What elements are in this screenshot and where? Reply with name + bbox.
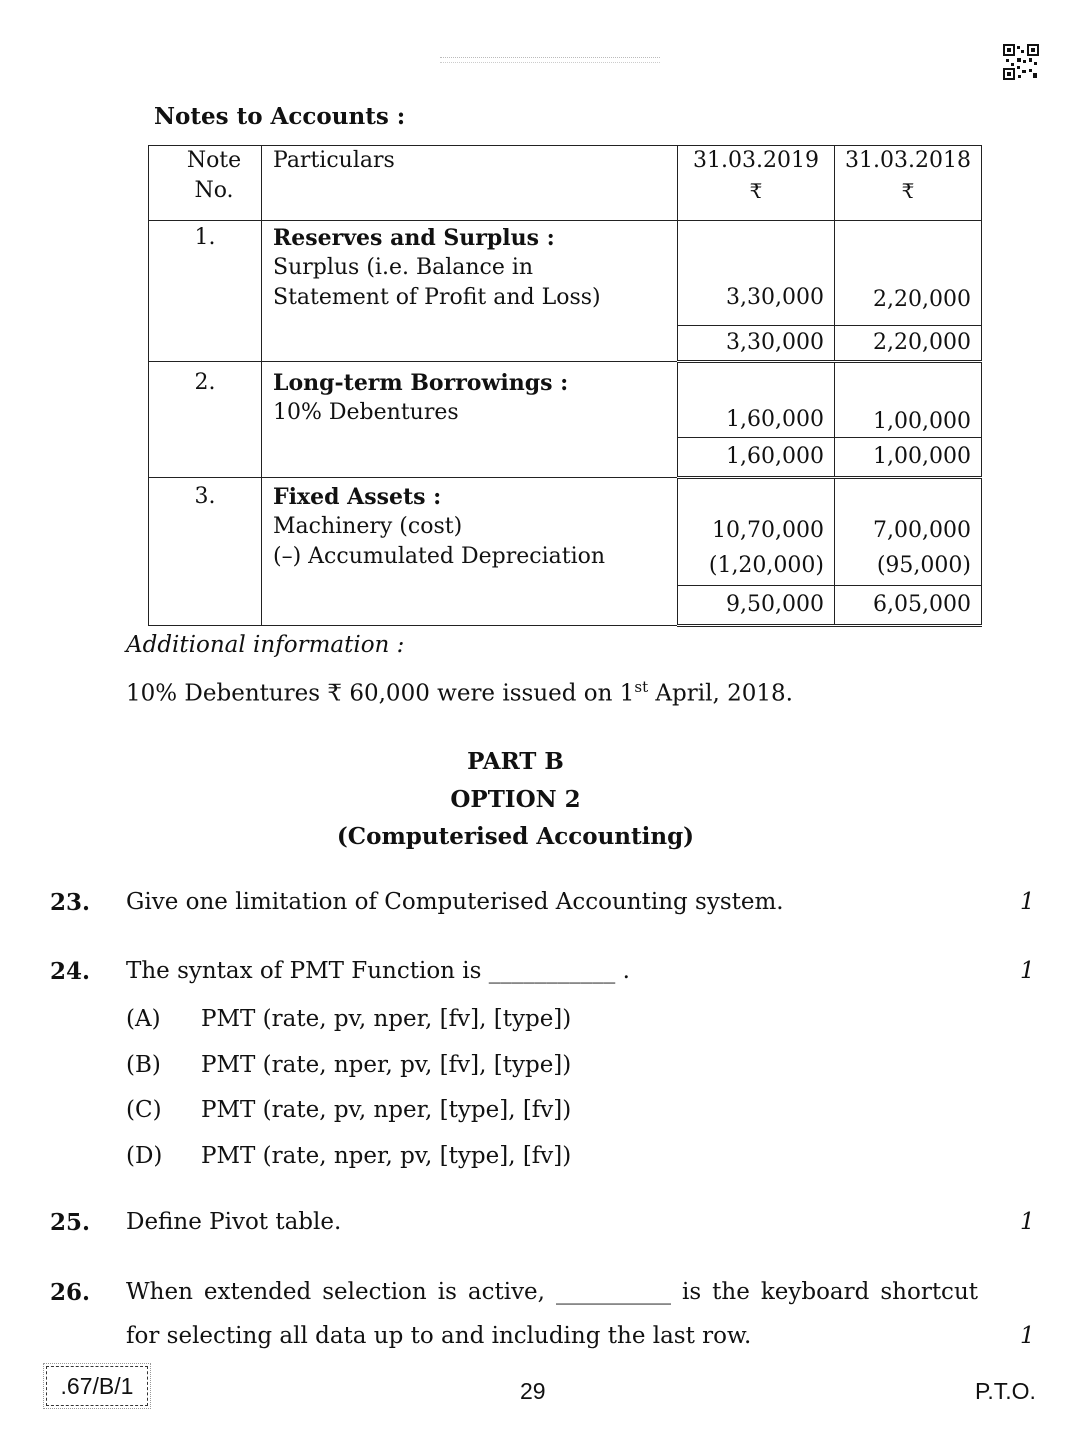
amount-value: 10,70,000: [712, 518, 824, 543]
amount-value: 1,60,000: [726, 407, 824, 432]
note-line: Statement of Profit and Loss): [273, 285, 601, 310]
table-row: [149, 362, 982, 438]
additional-info-label: Additional information :: [126, 632, 405, 658]
option-c: [126, 1097, 571, 1123]
note-heading: Long-term Borrowings :: [273, 370, 569, 396]
amount-2019: [678, 362, 835, 438]
option-label: (B): [126, 1052, 161, 1078]
section-subtitle: (Computerised Accounting): [336, 823, 695, 850]
total-2019: 9,50,000: [678, 586, 835, 626]
rupee-symbol: ₹: [749, 179, 763, 203]
question-number: 26.: [50, 1279, 91, 1306]
note-number: 2.: [149, 362, 262, 478]
total-2018: 1,00,000: [835, 438, 982, 478]
additional-text-start: 10% Debentures ₹ 60,000 were issued on 1: [126, 680, 635, 707]
header-watermark-line: [440, 57, 660, 63]
question-text: Define Pivot table.: [126, 1209, 342, 1235]
option-text: PMT (rate, nper, pv, [type], [fv]): [201, 1143, 572, 1169]
amount-value: 1,00,000: [873, 409, 971, 434]
question-text-line-1: When extended selection is active, __________ is the keyboard shortcut: [126, 1279, 978, 1305]
option-text: PMT (rate, nper, pv, [fv], [type]): [201, 1052, 572, 1078]
option-a: [126, 1006, 571, 1032]
table-row: [149, 221, 982, 326]
header-note-no: Note No.: [149, 146, 262, 221]
question-marks: 1: [1020, 1209, 1035, 1235]
option-label: (D): [126, 1143, 163, 1169]
notes-title: Notes to Accounts :: [154, 103, 406, 130]
header-year-2019: [678, 146, 835, 221]
question-marks: 1: [1020, 958, 1035, 984]
option-label: (A): [126, 1006, 161, 1032]
amount-value: 3,30,000: [726, 285, 824, 310]
table-header-row: [149, 146, 982, 221]
header-particulars: Particulars: [262, 146, 678, 221]
additional-info-text: [126, 678, 793, 707]
amount-value: (1,20,000): [708, 553, 824, 578]
note-particulars: [262, 478, 678, 626]
option-text: PMT (rate, pv, nper, [type], [fv]): [201, 1097, 572, 1123]
total-2019: 3,30,000: [678, 326, 835, 362]
question-number: 25.: [50, 1209, 91, 1236]
paper-code: .67/B/1: [46, 1366, 148, 1406]
note-particulars: [262, 221, 678, 362]
additional-text-end: April, 2018.: [648, 680, 793, 707]
option-b: [126, 1052, 571, 1078]
total-2018: 6,05,000: [835, 586, 982, 626]
amount-2018: [835, 362, 982, 438]
table-row: [149, 478, 982, 586]
option-label: (C): [126, 1097, 162, 1123]
note-number: 3.: [149, 478, 262, 626]
additional-text-superscript: st: [634, 678, 649, 696]
note-heading: Reserves and Surplus :: [273, 225, 555, 251]
amount-2019: [678, 221, 835, 326]
question-text: The syntax of PMT Function is ___________ .: [126, 958, 630, 984]
header-year-2019-label: 31.03.2019: [693, 148, 819, 173]
option-text: PMT (rate, pv, nper, [fv], [type]): [201, 1006, 572, 1032]
amount-2019: [678, 478, 835, 586]
please-turn-over: P.T.O.: [975, 1378, 1036, 1404]
amount-value: 7,00,000: [873, 518, 971, 543]
note-line: 10% Debentures: [273, 400, 459, 425]
note-particulars: [262, 362, 678, 478]
amount-value: (95,000): [876, 553, 971, 578]
amount-2018: [835, 221, 982, 326]
option-d: [126, 1143, 571, 1169]
question-marks: 1: [1020, 889, 1035, 915]
option-heading: OPTION 2: [450, 786, 581, 813]
note-number: 1.: [149, 221, 262, 362]
rupee-symbol: ₹: [901, 179, 915, 203]
question-marks: 1: [1020, 1323, 1035, 1349]
note-heading: Fixed Assets :: [273, 484, 442, 510]
question-number: 24.: [50, 958, 91, 985]
qr-code-icon: [1003, 44, 1039, 80]
question-text: Give one limitation of Computerised Accounting system.: [126, 889, 784, 915]
header-year-2018-label: 31.03.2018: [845, 148, 971, 173]
note-line: (–) Accumulated Depreciation: [273, 544, 606, 569]
part-heading: PART B: [467, 748, 564, 775]
note-line: Surplus (i.e. Balance in: [273, 255, 534, 280]
amount-2018: [835, 478, 982, 586]
header-year-2018: [835, 146, 982, 221]
notes-table: [148, 145, 982, 627]
question-number: 23.: [50, 889, 91, 916]
note-line: Machinery (cost): [273, 514, 463, 539]
total-2018: 2,20,000: [835, 326, 982, 362]
page-number: 29: [520, 1378, 546, 1404]
amount-value: 2,20,000: [873, 287, 971, 312]
question-text-line-2: for selecting all data up to and including the last row.: [126, 1323, 752, 1349]
total-2019: 1,60,000: [678, 438, 835, 478]
